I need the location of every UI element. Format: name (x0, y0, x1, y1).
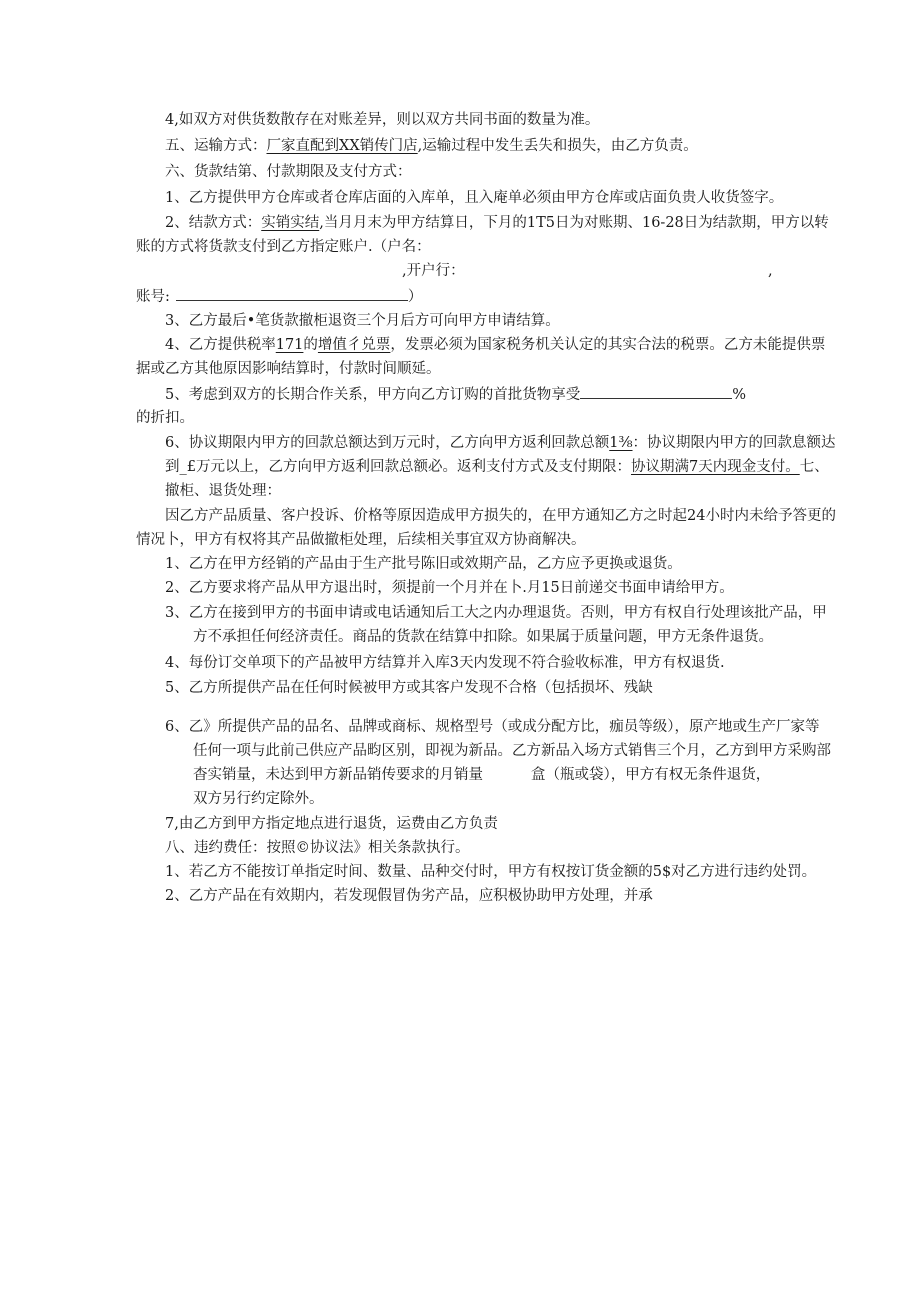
clause-line: 杳实销量，未达到甲方新品销传要求的月销量 盒（瓶或袋），甲方有权无条件退货， (193, 767, 771, 783)
clause-line: 4、乙方提供税率171的增值彳兑票，发票必须为国家税务机关认定的其实合法的税票。乙方未能提供票 (165, 337, 826, 353)
clause-line: 5、考虑到双方的长期合作关系，甲方向乙方订购的首批货物享受 % (165, 384, 746, 405)
clause-line: 2、乙方产品在有效期内，若发现假冒伪劣产品，应积极协助甲方处理，并承 (165, 888, 653, 904)
clause-line: 1、若乙方不能按订单指定时间、数量、品种交付时，甲方有权按订货金额的5$对乙方进行违约处罚。 (165, 864, 817, 880)
clause-line: 3、乙方在接到甲方的书面申请或电话通知后工大之内办理退货。否则，甲方有权自行处理该批产品，甲 (165, 605, 827, 621)
account-blank (176, 286, 408, 301)
clause-line: 4,如双方对供货数散存在对账差异，则以双方共同书面的数量为准。 (165, 112, 600, 128)
clause-line: 1、乙方在甲方经销的产品由于生产批号陈旧或效期产品，乙方应予更换或退货。 (165, 556, 682, 572)
account-line: 账号: ） (136, 286, 422, 307)
bank-line: ,开户行： (402, 263, 465, 279)
section-8-heading: 八、违约费任：按照©协议法》相关条款执行。 (165, 840, 470, 856)
section-5-transport: 五、运输方式：厂家直配到XX销传门店,运输过程中发生丢失和损失，由乙方负责。 (165, 138, 698, 154)
clause-line: 情况卜，甲方有权将其产品做撤柜处理，后续相关事宜双方协商解决。 (136, 532, 586, 548)
clause-line: 6、乙》所提供产品的品名、品牌或商标、规格型号（或成分配方比，痂员等级），原产地或生产厂家等 (165, 719, 820, 735)
clause-line: 方不承担任何经济责任。商品的货款在结算中扣除。如果属于质量问题，甲方无条件退货。 (193, 629, 773, 645)
clause-line: 5、乙方所提供产品在任何时候被甲方或其客户发现不合格（包括损坏、残缺 (165, 680, 653, 696)
clause-line: 3、乙方最后•笔货款撤柜退资三个月后方可向甲方申请结算。 (165, 313, 560, 329)
clause-line: 4、每份订交单项下的产品被甲方结算并入库3天内发现不符合验收标准，甲方有权退货. (165, 655, 725, 671)
clause-line: 账的方式将货款支付到乙方指定账户.（户名： (136, 239, 431, 255)
clause-line: 2、乙方要求将产品从甲方退出时，须提前一个月并在卜.月15日前递交书面申请给甲方。 (165, 580, 734, 596)
clause-line: 7,由乙方到甲方指定地点进行退货，运费由乙方负责 (165, 816, 498, 832)
bank-line-end: , (768, 263, 773, 279)
clause-line: 因乙方产品质量、客户投诉、价格等原因造成甲方损失的，在甲方通知乙方之时起24小时内未给予答更的 (165, 508, 836, 524)
clause-line: 任何一项与此前己供应产品畇区别，即视为新品。乙方新品入场方式销售三个月，乙方到甲方采购部 (193, 743, 831, 759)
clause-line: 2、结款方式：实销实结,当月月末为甲方结算日，下月的1T5日为对账期、16-28日为结款期，甲方以转 (165, 215, 829, 231)
discount-blank (580, 384, 732, 399)
clause-line: 据或乙方其他原因影响结算时，付款时间顺延。 (136, 361, 441, 377)
clause-line: 双方另行约定除外。 (193, 791, 324, 807)
clause-line: 的折扣。 (136, 410, 194, 426)
section-6-heading: 六、货款结第、付款期限及支付方式： (165, 164, 412, 180)
clause-line: 到_£万元以上，乙方向甲方返利回款总额必。返利支付方式及支付期限：协议期满7天内现金支付。七、 (165, 459, 829, 475)
section-7-heading: 撤柜、退货处理： (165, 483, 281, 499)
clause-line: 1、乙方提供甲方仓库或者仓库店面的入库单，且入庵单必须由甲方仓库或店面负贵人收货签字。 (165, 190, 784, 206)
clause-line: 6、协议期限内甲方的回款总额达到万元时，乙方向甲方返利回款总额1⅜：协议期限内甲方的回款息额达 (165, 435, 836, 451)
